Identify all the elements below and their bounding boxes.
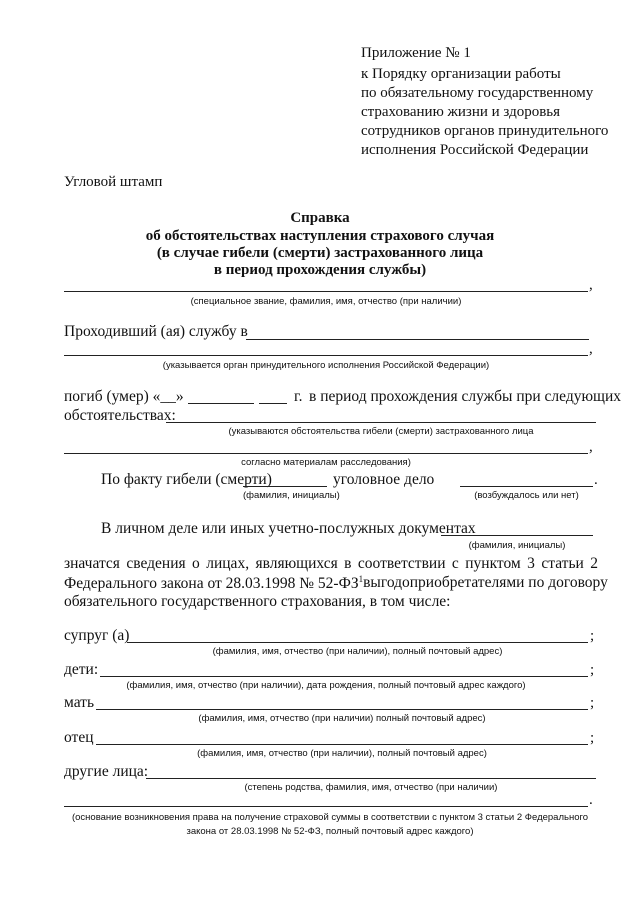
fact-surname-field[interactable] <box>243 486 327 487</box>
beneficiaries-text: выгодоприобретателями по договору <box>363 574 608 591</box>
comma: , <box>589 277 593 293</box>
comma: , <box>589 341 593 357</box>
caption-others: (степень родства, фамилия, имя, отчество (при наличии) <box>244 782 498 793</box>
semicolon: ; <box>590 628 595 644</box>
personal-file-text: В личном деле или иных учетно-послужных документах <box>101 520 476 537</box>
mother-field[interactable] <box>96 709 588 710</box>
died-month-field[interactable] <box>188 403 254 404</box>
fact-label: По факту гибели (смерти) <box>101 471 272 488</box>
spouse-field[interactable] <box>127 642 588 643</box>
rank-name-field[interactable] <box>64 291 588 292</box>
circumstances-label: обстоятельствах: <box>64 407 176 424</box>
paragraph-line: значатся сведения о лицах, являющихся в соответствии с пунктом 3 статьи 2 <box>64 555 598 572</box>
appendix-line: к Порядку организации работы <box>361 66 561 82</box>
caption-basis-2: закона от 28.03.1998 № 52-ФЗ, полный почтовый адрес каждого) <box>186 826 474 837</box>
spouse-label: супруг (а) <box>64 627 130 644</box>
caption-initiated: (возбуждалось или нет) <box>474 490 579 501</box>
caption-rank-name: (специальное звание, фамилия, имя, отчество (при наличии) <box>190 296 462 307</box>
comma: , <box>589 439 593 455</box>
caption-surname-initials-2: (фамилия, инициалы) <box>468 540 566 551</box>
caption-spouse: (фамилия, имя, отчество (при наличии), полный почтовый адрес) <box>212 646 503 657</box>
corner-stamp-label: Угловой штамп <box>64 174 163 190</box>
paragraph-line-2 <box>64 574 608 593</box>
criminal-case-label: уголовное дело <box>333 471 435 488</box>
died-label: погиб (умер) «__» <box>64 388 184 405</box>
caption-father: (фамилия, имя, отчество (при наличии), полный почтовый адрес) <box>197 748 487 759</box>
appendix-line: исполнения Российской Федерации <box>361 142 589 158</box>
others-label: другие лица: <box>64 763 149 780</box>
served-organ-field[interactable] <box>246 339 589 340</box>
case-initiated-field[interactable] <box>460 486 593 487</box>
period: . <box>589 792 593 808</box>
personal-file-surname-field[interactable] <box>441 535 593 536</box>
doc-title: Справка <box>290 210 350 226</box>
appendix-number: Приложение № 1 <box>361 45 471 61</box>
doc-subtitle: (в случае гибели (смерти) застрахованного лица <box>156 245 484 261</box>
footnote-mark: 1 <box>358 574 364 584</box>
caption-basis: (основание возникновения права на получение страховой суммы в соответствии с пунктом 3 статьи 2 Федерального <box>71 812 589 823</box>
father-label: отец <box>64 729 94 746</box>
paragraph-line: обязательного государственного страхования, в том числе: <box>64 593 451 610</box>
circumstances-field-2[interactable] <box>64 453 588 454</box>
caption-children: (фамилия, имя, отчество (при наличии), дата рождения, полный почтовый адрес каждого) <box>126 680 526 691</box>
doc-subtitle: об обстоятельствах наступления страхового случая <box>145 228 495 244</box>
appendix-line: страхованию жизни и здоровья <box>361 104 561 120</box>
caption-surname-initials: (фамилия, инициалы) <box>243 490 340 501</box>
served-organ-field-2[interactable] <box>64 355 588 356</box>
died-circumstances-text: в период прохождения службы при следующих <box>309 388 622 405</box>
doc-subtitle: в период прохождения службы) <box>213 262 427 278</box>
caption-materials: согласно материалам расследования) <box>241 457 411 468</box>
mother-label: мать <box>64 694 95 711</box>
year-abbrev: г. <box>294 388 303 405</box>
served-label: Проходивший (ая) службу в <box>64 323 248 340</box>
basis-field[interactable] <box>64 806 588 807</box>
father-field[interactable] <box>96 744 588 745</box>
semicolon: ; <box>590 662 595 678</box>
appendix-line: по обязательному государственному <box>361 85 594 101</box>
children-label: дети: <box>64 661 99 678</box>
others-field[interactable] <box>146 778 596 779</box>
law-reference: Федерального закона от 28.03.1998 № $52-ФЗ^1$ <box>64 574 364 593</box>
circumstances-field[interactable] <box>166 422 596 423</box>
period: . <box>594 472 598 488</box>
appendix-line: сотрудников органов принудительного <box>361 123 609 139</box>
children-field[interactable] <box>100 676 588 677</box>
caption-circumstances: (указываются обстоятельства гибели (смерти) застрахованного лица <box>228 426 534 437</box>
caption-mother: (фамилия, имя, отчество (при наличии) полный почтовый адрес) <box>198 713 486 724</box>
caption-organ: (указывается орган принудительного исполнения Российской Федерации) <box>162 360 490 371</box>
semicolon: ; <box>590 730 595 746</box>
died-year-field[interactable] <box>259 403 287 404</box>
semicolon: ; <box>590 695 595 711</box>
